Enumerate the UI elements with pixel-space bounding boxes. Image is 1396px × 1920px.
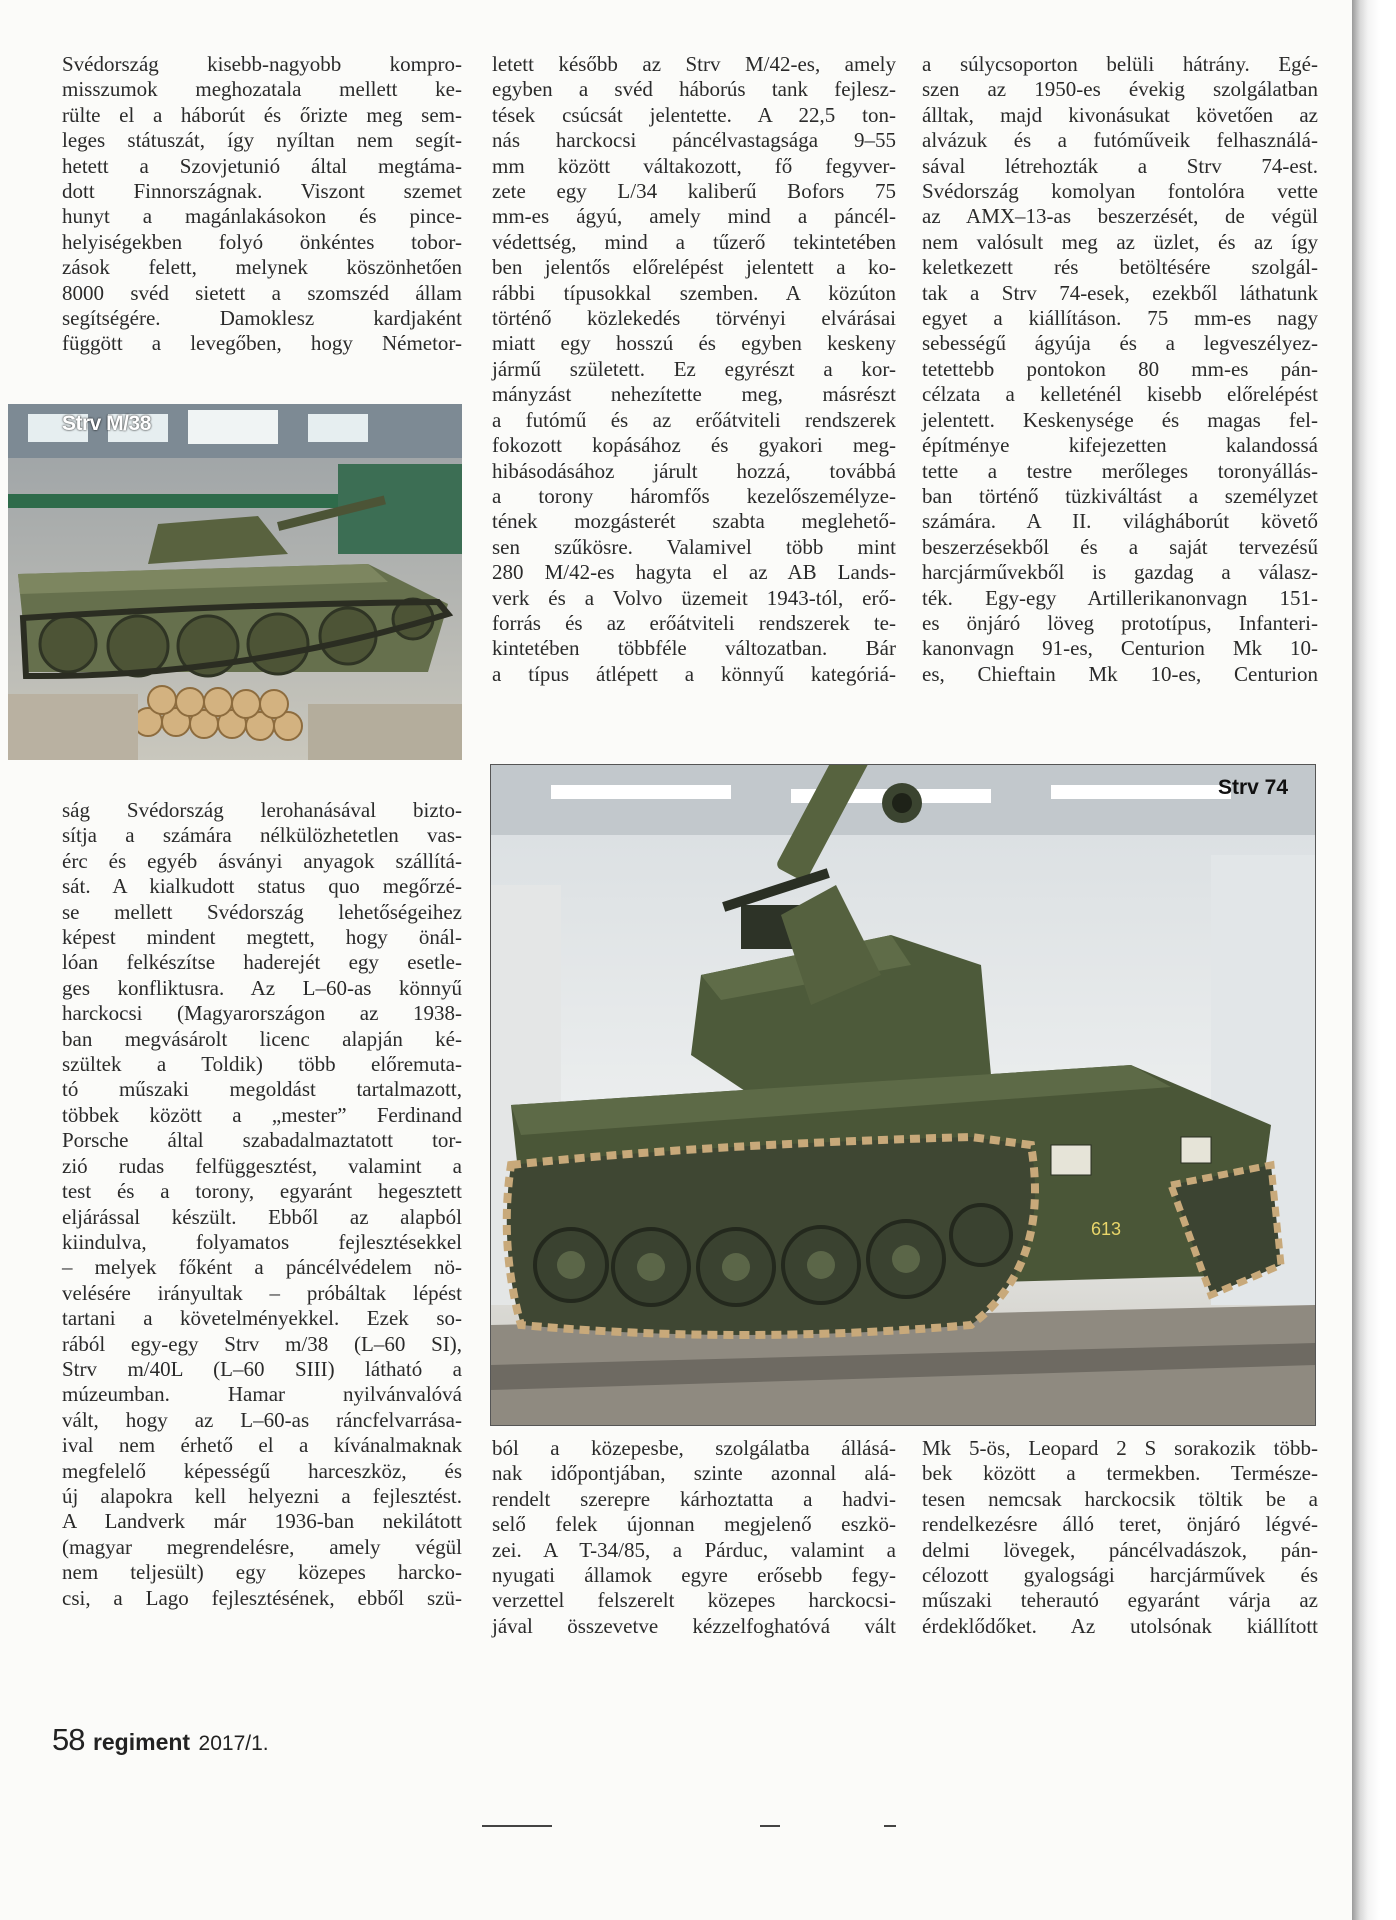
text-line: Porsche által szabadalmaztatott tor-	[62, 1128, 462, 1153]
text-line: ben jelentős előrelépést jelentett a ko-	[492, 255, 896, 280]
text-line: beszerzésekből és a saját tervezésű	[922, 534, 1318, 559]
magazine-name: regiment	[92, 1729, 191, 1755]
text-line: ges konfliktusra. Az L–60-as könnyű	[62, 975, 462, 1000]
text-line: sát. A kialkudott status quo megőrzé-	[62, 874, 462, 899]
text-line: letett később az Strv M/42-es, amely	[492, 52, 896, 76]
text-line: ság Svédország lerohanásával bizto-	[62, 798, 462, 822]
text-line: selő felek újonnan megjelenő eszkö-	[492, 1512, 896, 1537]
text-line: zások felett, melynek köszönhetően	[62, 255, 462, 280]
text-line: a futómű és az erőátviteli rendszerek	[492, 407, 896, 432]
text-line: zió rudas felfüggesztést, valamint a	[62, 1153, 462, 1178]
text-line: tesen nemcsak harckocsik töltik be a	[922, 1486, 1318, 1511]
text-line: rából egy-egy Strv m/38 (L–60 SI),	[62, 1331, 462, 1356]
text-line: szen az 1950-es évekig szolgálatban	[922, 77, 1318, 102]
text-line: tette a testre merőleges toronyállás-	[922, 458, 1318, 483]
text-line: es önjáró löveg prototípus, Infanteri-	[922, 610, 1318, 635]
text-line: múzeumban. Hamar nyilvánvalóvá	[62, 1382, 462, 1407]
text-line: képest mindent megtett, hogy önál-	[62, 925, 462, 950]
text-line: mm-es ágyú, amely mind a páncél-	[492, 204, 896, 229]
text-line: műszaki teherautó egyaránt várja az	[922, 1588, 1318, 1613]
text-line: nyugati államok egyre erősebb fegy-	[492, 1563, 896, 1588]
text-line: érc és egyéb ásványi anyagok szállítá-	[62, 848, 462, 873]
text-line: egyben a svéd háborús tank fejlesz-	[492, 77, 896, 102]
text-line: leges státuszát, így nyíltan nem segít-	[62, 128, 462, 153]
text-line: bek között a termekben. Természe-	[922, 1461, 1318, 1486]
text-line: misszumok meghozatala mellett ke-	[62, 77, 462, 102]
text-line: nem valósult meg az üzlet, és az így	[922, 229, 1318, 254]
text-line: mányzást nehezítette meg, másrészt	[492, 382, 896, 407]
text-line: A Landverk már 1936-ban nekilátott	[62, 1509, 462, 1534]
text-line: zete egy L/34 kaliberű Bofors 75	[492, 179, 896, 204]
text-line: a torony háromfős kezelőszemélyze-	[492, 483, 896, 508]
text-line: zei. A T-34/85, a Párduc, valamint a	[492, 1537, 896, 1562]
text-line: jával összevetve kézzelfoghatóvá vált	[492, 1613, 896, 1638]
page-footer	[52, 1722, 269, 1758]
text-line: nás harckocsi páncélvastagsága 9–55	[492, 128, 896, 153]
text-line: rülte el a háborút és őrizte meg sem-	[62, 102, 462, 127]
text-line: érdeklődőket. Az utolsónak kiállított	[922, 1613, 1318, 1638]
text-line: vált, hogy az L–60-as ráncfelvarrása-	[62, 1407, 462, 1432]
text-line: se mellett Svédország lehetőségeihez	[62, 899, 462, 924]
text-line: ték. Egy-egy Artillerikanonvagn 151-	[922, 585, 1318, 610]
text-line: – melyek főként a páncélvédelem nö-	[62, 1255, 462, 1280]
text-line: delmi lövegek, páncélvadászok, pán-	[922, 1537, 1318, 1562]
page-binding-edge	[1352, 0, 1396, 1920]
text-line: hibásodásához járult hozzá, továbbá	[492, 458, 896, 483]
column-2-top	[492, 52, 896, 687]
text-line: tó műszaki megoldást tartalmazott,	[62, 1077, 462, 1102]
photo-1-caption: Strv M/38	[62, 412, 151, 435]
text-line: hetett a Szovjetunió által megtáma-	[62, 153, 462, 178]
text-line: egyet a kiállításon. 75 mm-es nagy	[922, 306, 1318, 331]
text-line: nem teljesült) egy közepes harcko-	[62, 1560, 462, 1585]
text-line: verk és a Volvo üzemeit 1943-tól, erő-	[492, 585, 896, 610]
column-3-top	[922, 52, 1318, 687]
text-line: a típus átlépett a könnyű kategóriá-	[492, 661, 896, 686]
text-line: a súlycsoporton belüli hátrány. Egé-	[922, 52, 1318, 76]
text-line: harckocsi (Magyarországon az 1938-	[62, 1001, 462, 1026]
text-line: sával létrehozták a Strv 74-est.	[922, 153, 1318, 178]
text-line: nak időpontjában, szinte azonnal alá-	[492, 1461, 896, 1486]
scan-mark	[482, 1825, 552, 1827]
text-line: (magyar megrendelésre, amely végül	[62, 1534, 462, 1559]
text-line: eljárással készült. Ebből az alapból	[62, 1204, 462, 1229]
text-line: es, Chieftain Mk 10-es, Centurion	[922, 661, 1318, 686]
text-line: jelentett. Keskenysége és magas fel-	[922, 407, 1318, 432]
text-line: test és a torony, egyaránt hegesztett	[62, 1179, 462, 1204]
text-line: rendelkezésre álló teret, önjáró légvé-	[922, 1512, 1318, 1537]
text-line: Mk 5-ös, Leopard 2 S sorakozik több-	[922, 1436, 1318, 1460]
text-line: tak a Strv 74-esek, ezekből láthatunk	[922, 280, 1318, 305]
text-line: függött a levegőben, hogy Németor-	[62, 331, 462, 356]
photo-strv-74	[490, 764, 1316, 1426]
text-line: Svédország kisebb-nagyobb kompro-	[62, 52, 462, 76]
text-line: keletkezett rés betöltésére szolgál-	[922, 255, 1318, 280]
photo-2-caption: Strv 74	[1218, 776, 1289, 799]
text-line: dott Finnországnak. Viszont szemet	[62, 179, 462, 204]
text-line: sebességű ágyúja és a legveszélyez-	[922, 331, 1318, 356]
text-line: tartani a követelményekkel. Ezek so-	[62, 1306, 462, 1331]
text-line: helyiségekben folyó önkéntes tobor-	[62, 229, 462, 254]
text-line: számára. A II. világháborút követő	[922, 509, 1318, 534]
text-line: csi, a Lago fejlesztésének, ebből szü-	[62, 1585, 462, 1610]
scan-mark	[884, 1825, 896, 1827]
text-line: alvázuk és a futóműveik felhasználá-	[922, 128, 1318, 153]
text-line: építménye kifejezetten kalandossá	[922, 433, 1318, 458]
text-line: ival nem érhető el a kívánalmaknak	[62, 1433, 462, 1458]
text-line: ban történő tüzkiváltást a személyzet	[922, 483, 1318, 508]
text-line: verzettel felszerelt közepes harckocsi-	[492, 1588, 896, 1613]
text-line: sen szűkösre. Valamivel több mint	[492, 534, 896, 559]
text-line: álltak, majd kivonásukat követően az	[922, 102, 1318, 127]
text-line: rábbi típusokkal szemben. A közúton	[492, 280, 896, 305]
photo-strv-m38	[8, 404, 462, 760]
text-line: tések csúcsát jelentette. A 22,5 ton-	[492, 102, 896, 127]
text-line: célzata a kelleténél kisebb előrelépést	[922, 382, 1318, 407]
text-line: Strv m/40L (L–60 SIII) látható a	[62, 1356, 462, 1381]
text-line: szültek a Toldik) több előremuta-	[62, 1052, 462, 1077]
column-2-bottom	[492, 1436, 896, 1639]
text-line: többek között a „mester” Ferdinand	[62, 1102, 462, 1127]
text-line: mm között váltakozott, fő fegyver-	[492, 153, 896, 178]
text-line: tetettebb pontokon 80 mm-es pán-	[922, 356, 1318, 381]
text-line: 280 M/42-es hagyta el az AB Lands-	[492, 560, 896, 585]
column-3-bottom	[922, 1436, 1318, 1639]
text-line: jármű született. Ez egyrészt a kor-	[492, 356, 896, 381]
issue-number: 2017/1.	[198, 1732, 269, 1755]
page-number: 58	[52, 1722, 85, 1757]
text-line: forrás és az erőátviteli rendszerek te-	[492, 610, 896, 635]
text-line: Svédország komolyan fontolóra vette	[922, 179, 1318, 204]
text-line: kiindulva, folyamatos fejlesztésekkel	[62, 1229, 462, 1254]
text-line: rendelt szerepre kárhoztatta a hadvi-	[492, 1486, 896, 1511]
text-line: sítja a számára nélkülözhetetlen vas-	[62, 823, 462, 848]
text-line: kintetében többféle változatban. Bár	[492, 636, 896, 661]
scan-mark	[760, 1825, 780, 1827]
text-line: új alapokra kell helyezni a fejlesztést.	[62, 1483, 462, 1508]
column-1-bottom	[62, 798, 462, 1611]
text-line: lóan felkészítse haderejét egy esetle-	[62, 950, 462, 975]
text-line: történő közlekedés törvényi elvárásai	[492, 306, 896, 331]
text-line: célozott gyalogsági harcjárművek és	[922, 1563, 1318, 1588]
text-line: ban megvásárolt licenc alapján ké-	[62, 1026, 462, 1051]
text-line: miatt egy hosszú és egyben keskeny	[492, 331, 896, 356]
text-line: fokozott kopásához és gyakori meg-	[492, 433, 896, 458]
text-line: megfelelő képességű harceszköz, és	[62, 1458, 462, 1483]
text-line: harcjárművekből is gazdag a válasz-	[922, 560, 1318, 585]
text-line: kanonvagn 91-es, Centurion Mk 10-	[922, 636, 1318, 661]
text-line: védettség, mind a tűzerő tekintetében	[492, 229, 896, 254]
text-line: segítségére. Damoklesz kardjaként	[62, 306, 462, 331]
text-line: hunyt a magánlakásokon és pince-	[62, 204, 462, 229]
hull-number-text: 613	[1091, 1219, 1122, 1239]
text-line: az AMX–13-as beszerzését, de végül	[922, 204, 1318, 229]
column-1-top	[62, 52, 462, 357]
text-line: velésére irányultak – próbáltak lépést	[62, 1280, 462, 1305]
text-line: tének mozgásterét szabta meglehető-	[492, 509, 896, 534]
text-line: ból a közepesbe, szolgálatba állásá-	[492, 1436, 896, 1460]
text-line: 8000 svéd sietett a szomszéd állam	[62, 280, 462, 305]
